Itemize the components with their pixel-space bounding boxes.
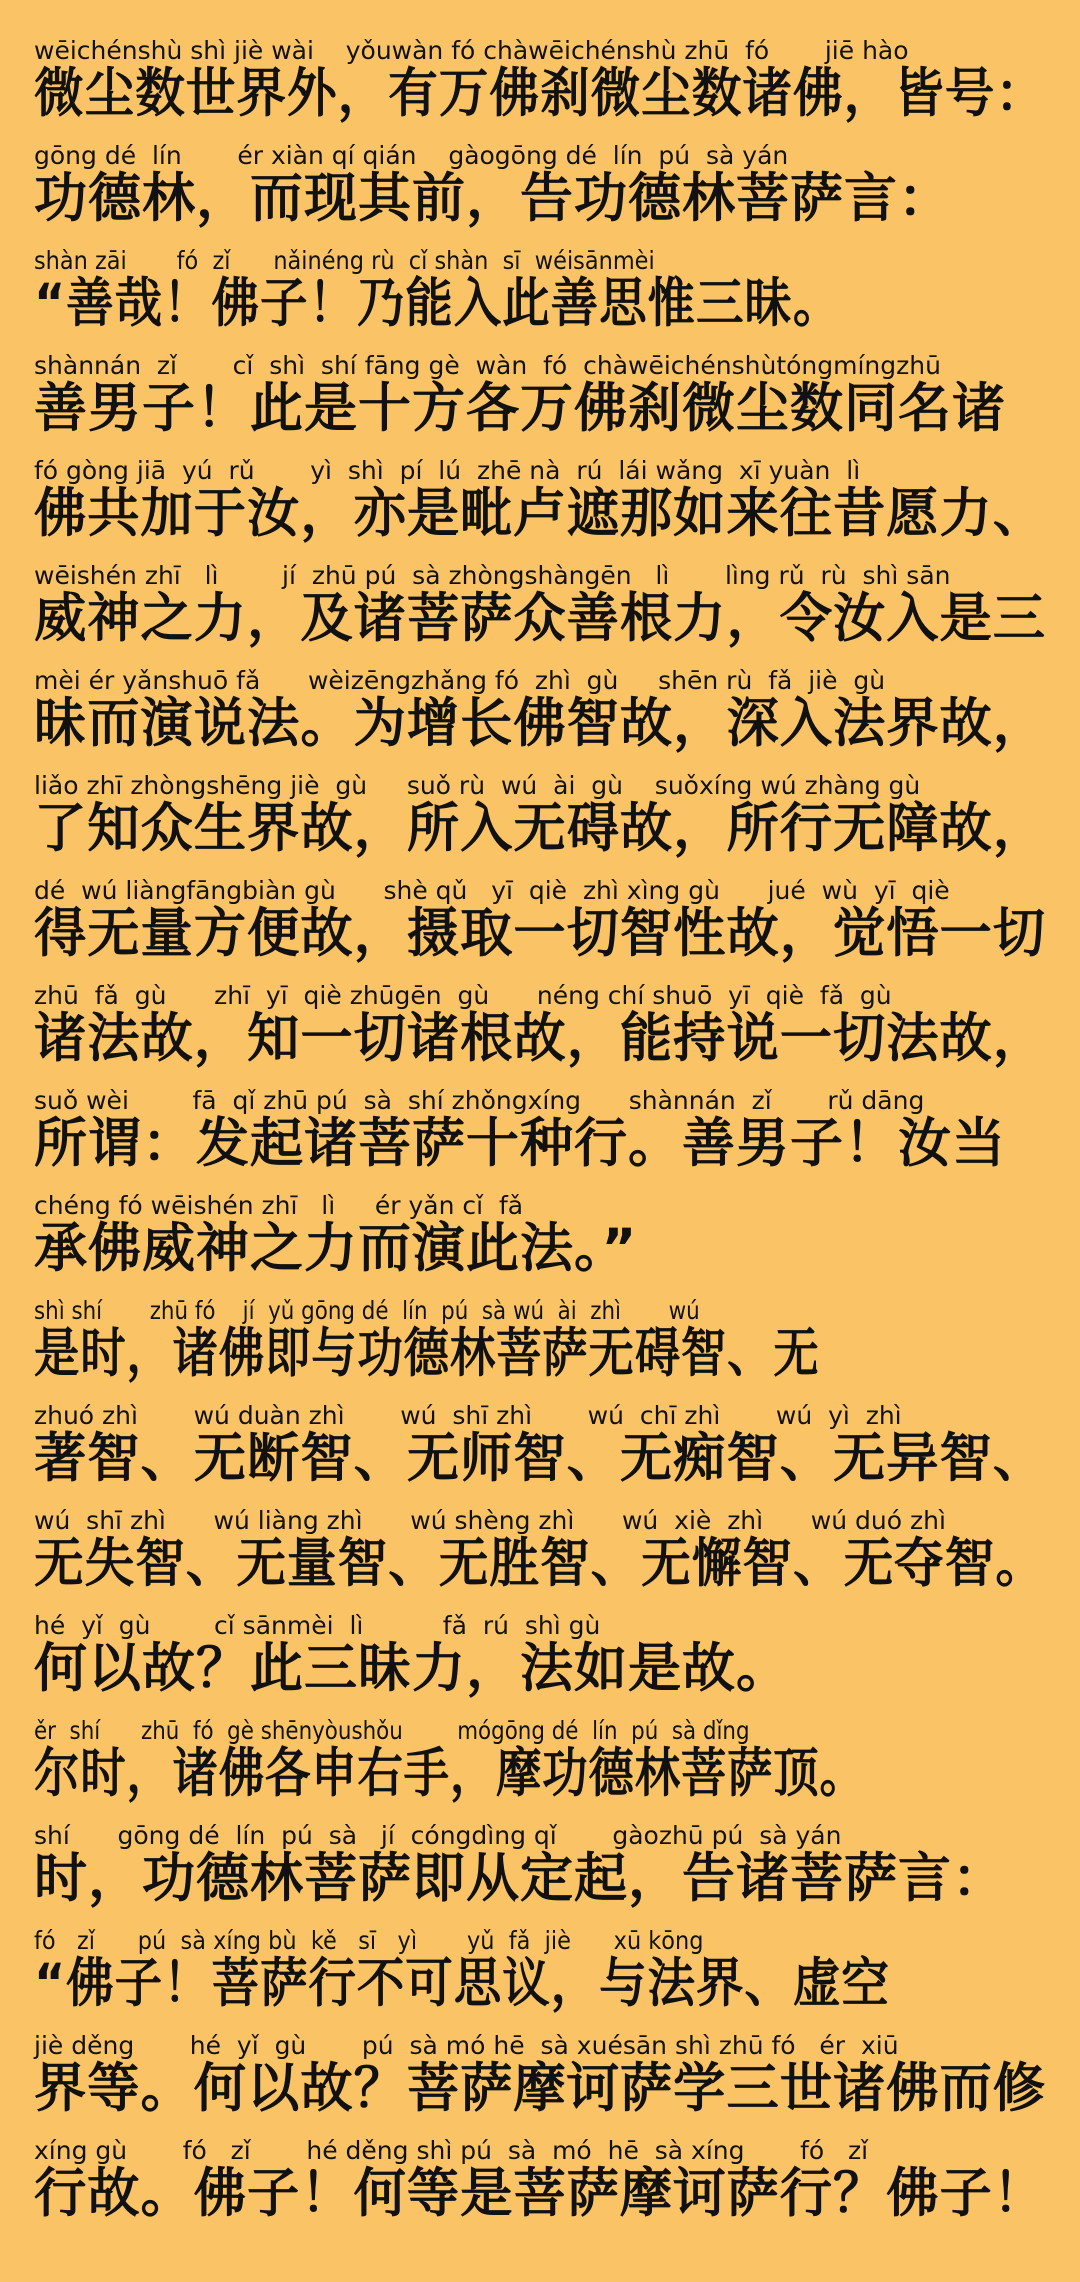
text-line: [34, 18, 1046, 123]
pinyin-annotation: wēishén zhī lì jí zhū pú sà zhòngshàngēn lì lìng rǔ rù shì sān: [34, 561, 951, 590]
chinese-text: 威神之力，及诸菩萨众善根力，令汝入是三: [34, 588, 1047, 649]
chinese-text: 昧而演说法。为增长佛智故，深入法界故，: [34, 693, 1047, 754]
pinyin-annotation: ěr shí zhū fó gè shēnyòushǒu mógōng dé lín pú sà dǐng: [34, 1716, 750, 1745]
chinese-text: 了知众生界故，所入无碍故，所行无障故，: [34, 798, 1047, 859]
text-line: [34, 543, 1046, 648]
pinyin-annotation: suǒ wèi fā qǐ zhū pú sà shí zhǒngxíng shànnán zǐ rǔ dāng: [34, 1086, 925, 1115]
pinyin-annotation: wú shī zhì wú liàng zhì wú shèng zhì wú xiè zhì wú duó zhì: [34, 1506, 946, 1535]
pinyin-annotation: shí gōng dé lín pú sà jí cóngdìng qǐ gàozhū pú sà yán: [34, 1821, 842, 1850]
pinyin-annotation: wēichénshù shì jiè wài yǒuwàn fó chàwēichénshù zhū fó jiē hào: [34, 36, 909, 65]
text-line: [34, 1803, 1046, 1908]
chinese-text: 时，功德林菩萨即从定起，告诸菩萨言：: [34, 1848, 1006, 1909]
chinese-text: 何以故？此三昧力，法如是故。: [34, 1638, 790, 1699]
text-line: [34, 333, 1046, 438]
chinese-text: 无失智、无量智、无胜智、无懈智、无夺智。: [34, 1533, 1046, 1594]
chinese-text: “佛子！菩萨行不可思议，与法界、虚空: [34, 1953, 890, 2014]
chinese-text: 所谓：发起诸菩萨十种行。善男子！汝当: [34, 1113, 1006, 1174]
chinese-text: 是时，诸佛即与功德林菩萨无碍智、无: [34, 1323, 820, 1384]
text-line: [34, 1488, 1046, 1593]
chinese-text: 微尘数世界外，有万佛刹微尘数诸佛，皆号：: [34, 63, 1046, 124]
pinyin-annotation: liǎo zhī zhòngshēng jiè gù suǒ rù wú ài gù suǒxíng wú zhàng gù: [34, 771, 921, 800]
pinyin-annotation: hé yǐ gù cǐ sānmèi lì fǎ rú shì gù: [34, 1611, 601, 1640]
chinese-text: 著智、无断智、无师智、无痴智、无异智、: [34, 1428, 1047, 1489]
pinyin-annotation: shànnán zǐ cǐ shì shí fāng gè wàn fó chàwēichénshùtóngmíngzhū: [34, 351, 941, 380]
pinyin-annotation: gōng dé lín ér xiàn qí qián gàogōng dé lín pú sà yán: [34, 141, 789, 170]
pinyin-annotation: fó zǐ pú sà xíng bù kě sī yì yǔ fǎ jiè xū kōng: [34, 1926, 704, 1955]
chinese-text: 佛共加于汝，亦是毗卢遮那如来往昔愿力、: [34, 483, 1047, 544]
chinese-text: 善男子！此是十方各万佛刹微尘数同名诸: [34, 378, 1006, 439]
chinese-text: 界等。何以故？菩萨摩诃萨学三世诸佛而修: [34, 2058, 1047, 2119]
chinese-text: 尔时，诸佛各申右手，摩功德林菩萨顶。: [34, 1743, 866, 1804]
text-line: [34, 1383, 1046, 1488]
pinyin-annotation: xíng gù fó zǐ hé děng shì pú sà mó hē sà xíng fó zǐ: [34, 2136, 869, 2165]
text-line: [34, 2118, 1046, 2223]
text-line: [34, 1593, 1046, 1698]
text-line: [34, 753, 1046, 858]
text-line: [34, 2013, 1046, 2118]
text-line: [34, 1068, 1046, 1173]
pinyin-annotation: zhuó zhì wú duàn zhì wú shī zhì wú chī zhì wú yì zhì: [34, 1401, 902, 1430]
text-line: [34, 1908, 1046, 2013]
text-line: [34, 858, 1046, 963]
text-line: [34, 228, 1046, 333]
chinese-text: 得无量方便故，摄取一切智性故，觉悟一切: [34, 903, 1047, 964]
pinyin-annotation: fó gòng jiā yú rǔ yì shì pí lú zhē nà rú lái wǎng xī yuàn lì: [34, 456, 861, 485]
pinyin-annotation: jiè děng hé yǐ gù pú sà mó hē sà xuésān shì zhū fó ér xiū: [34, 2031, 899, 2060]
text-line: [34, 648, 1046, 753]
text-line: [34, 438, 1046, 543]
chinese-text: 行故。佛子！何等是菩萨摩诃萨行？佛子！: [34, 2163, 1047, 2224]
pinyin-annotation: dé wú liàngfāngbiàn gù shè qǔ yī qiè zhì xìng gù jué wù yī qiè: [34, 876, 950, 905]
pinyin-annotation: shàn zāi fó zǐ nǎinéng rù cǐ shàn sī wéisānmèi: [34, 246, 655, 275]
chinese-text: 诸法故，知一切诸根故，能持说一切法故，: [34, 1008, 1047, 1069]
pinyin-annotation: zhū fǎ gù zhī yī qiè zhūgēn gù néng chí shuō yī qiè fǎ gù: [34, 981, 892, 1010]
chinese-text: “善哉！佛子！乃能入此善思惟三昧。: [34, 273, 842, 334]
text-line: [34, 1698, 1046, 1803]
text-line: [34, 963, 1046, 1068]
text-line: [34, 1173, 1046, 1278]
text-line: [34, 1278, 1046, 1383]
text-line: [34, 123, 1046, 228]
chinese-text: 功德林，而现其前，告功德林菩萨言：: [34, 168, 952, 229]
pinyin-annotation: chéng fó wēishén zhī lì ér yǎn cǐ fǎ: [34, 1191, 524, 1220]
pinyin-annotation: shì shí zhū fó jí yǔ gōng dé lín pú sà wú ài zhì wú: [34, 1296, 700, 1325]
chinese-text: 承佛威神之力而演此法。”: [34, 1218, 638, 1279]
pinyin-annotation: mèi ér yǎnshuō fǎ wèizēngzhǎng fó zhì gù shēn rù fǎ jiè gù: [34, 666, 886, 695]
